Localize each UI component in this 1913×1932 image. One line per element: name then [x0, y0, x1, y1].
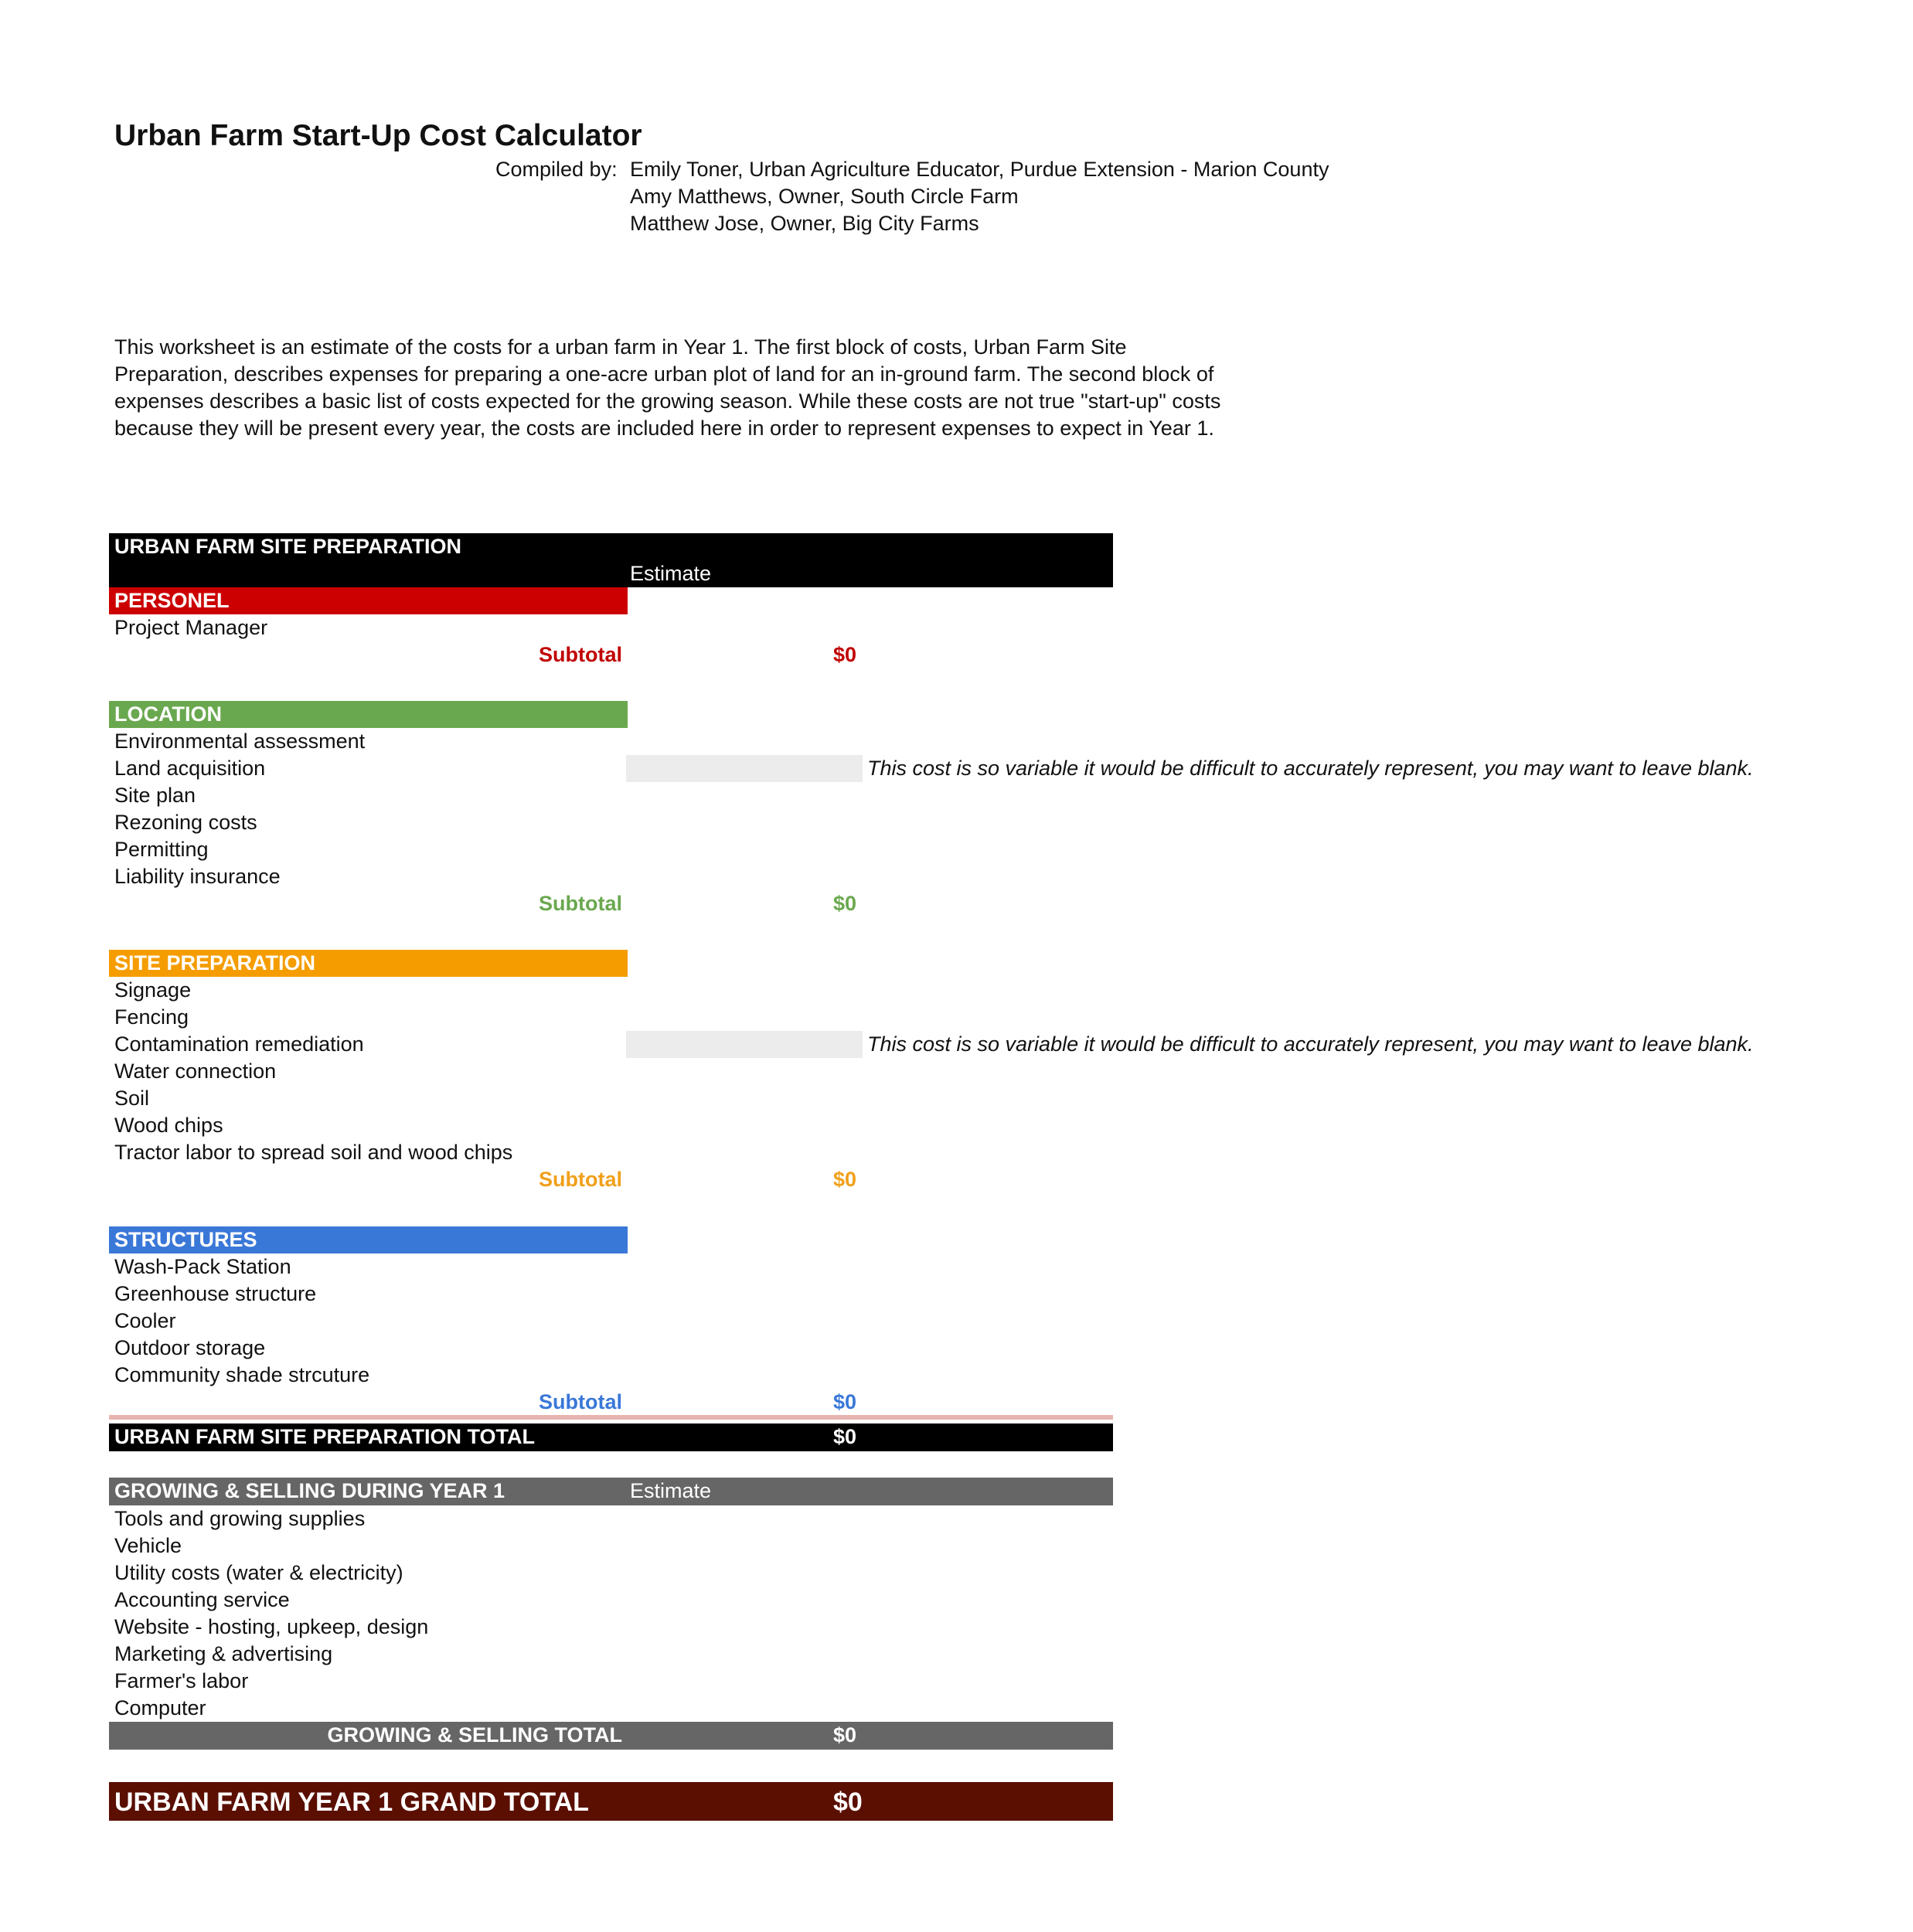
credit-line: Amy Matthews, Owner, South Circle Farm	[630, 185, 1019, 208]
variable-cost-note: This cost is so variable it would be difficult to accurately represent, you may want to leave blank.	[867, 757, 1754, 780]
line-item: Tools and growing supplies	[114, 1507, 366, 1530]
line-item: Contamination remediation	[114, 1032, 364, 1056]
line-item: Permitting	[114, 838, 209, 861]
growing-total-value: $0	[833, 1723, 857, 1747]
personel-header: PERSONEL	[114, 589, 230, 612]
personel-subtotal-value: $0	[833, 643, 857, 666]
line-item: Land acquisition	[114, 757, 266, 780]
structures-subtotal-value: $0	[833, 1390, 857, 1413]
line-item: Soil	[114, 1087, 150, 1110]
personel-subtotal-label: Subtotal	[539, 643, 622, 666]
site-prep-total-value: $0	[833, 1425, 857, 1448]
line-item: Project Manager	[114, 616, 268, 639]
line-item: Liability insurance	[114, 865, 281, 888]
structures-subtotal-label: Subtotal	[539, 1390, 622, 1413]
line-item: Vehicle	[114, 1534, 182, 1557]
line-item: Signage	[114, 978, 192, 1002]
line-item: Site plan	[114, 784, 196, 807]
growing-estimate-column-header: Estimate	[630, 1479, 712, 1502]
line-item: Marketing & advertising	[114, 1642, 333, 1665]
line-item: Wood chips	[114, 1114, 223, 1137]
line-item: Cooler	[114, 1309, 176, 1332]
line-item: Greenhouse structure	[114, 1282, 317, 1305]
growing-total-label: GROWING & SELLING TOTAL	[327, 1723, 622, 1747]
growing-header: GROWING & SELLING DURING YEAR 1	[114, 1479, 505, 1502]
location-subtotal-value: $0	[833, 892, 857, 915]
site-prep-total-label: URBAN FARM SITE PREPARATION TOTAL	[114, 1425, 535, 1448]
line-item: Fencing	[114, 1005, 189, 1029]
variable-cost-note: This cost is so variable it would be difficult to accurately represent, you may want to leave blank.	[867, 1032, 1754, 1056]
contamination-estimate-cell[interactable]	[626, 1031, 863, 1058]
line-item: Water connection	[114, 1060, 277, 1083]
line-item: Rezoning costs	[114, 811, 257, 834]
line-item: Utility costs (water & electricity)	[114, 1561, 403, 1584]
document-title: Urban Farm Start-Up Cost Calculator	[114, 119, 642, 152]
intro-line: because they will be present every year, the costs are included here in order to represent expenses to expect in Year 1.	[114, 417, 1214, 440]
structures-header: STRUCTURES	[114, 1228, 257, 1251]
land-acquisition-estimate-cell[interactable]	[626, 755, 863, 782]
intro-line: Preparation, describes expenses for preparing a one-acre urban plot of land for an in-ground farm. The second block of	[114, 362, 1214, 386]
line-item: Environmental assessment	[114, 730, 366, 753]
location-subtotal-label: Subtotal	[539, 892, 622, 915]
location-header: LOCATION	[114, 702, 222, 726]
credit-line: Emily Toner, Urban Agriculture Educator, Purdue Extension - Marion County	[630, 158, 1329, 181]
line-item: Tractor labor to spread soil and wood chips	[114, 1141, 513, 1164]
grand-total-label: URBAN FARM YEAR 1 GRAND TOTAL	[114, 1787, 589, 1817]
estimate-column-header: Estimate	[630, 562, 712, 585]
compiled-by-label: Compiled by:	[495, 158, 618, 181]
line-item: Accounting service	[114, 1588, 290, 1611]
line-item: Computer	[114, 1696, 206, 1719]
site-preparation-header: SITE PREPARATION	[114, 951, 316, 975]
line-item: Website - hosting, upkeep, design	[114, 1615, 429, 1638]
line-item: Outdoor storage	[114, 1336, 266, 1359]
line-item: Farmer's labor	[114, 1669, 249, 1692]
total-divider	[109, 1415, 1113, 1420]
site-prep-header: URBAN FARM SITE PREPARATION	[114, 535, 462, 558]
grand-total-value: $0	[833, 1787, 863, 1817]
line-item: Community shade strcuture	[114, 1363, 370, 1386]
site-preparation-subtotal-label: Subtotal	[539, 1168, 622, 1191]
site-preparation-subtotal-value: $0	[833, 1168, 857, 1191]
line-item: Wash-Pack Station	[114, 1255, 291, 1278]
intro-line: This worksheet is an estimate of the costs for a urban farm in Year 1. The first block of costs, Urban Farm Site	[114, 335, 1127, 359]
credit-line: Matthew Jose, Owner, Big City Farms	[630, 212, 979, 235]
intro-line: expenses describes a basic list of costs expected for the growing season. While these costs are not true "start-up" costs	[114, 389, 1221, 413]
